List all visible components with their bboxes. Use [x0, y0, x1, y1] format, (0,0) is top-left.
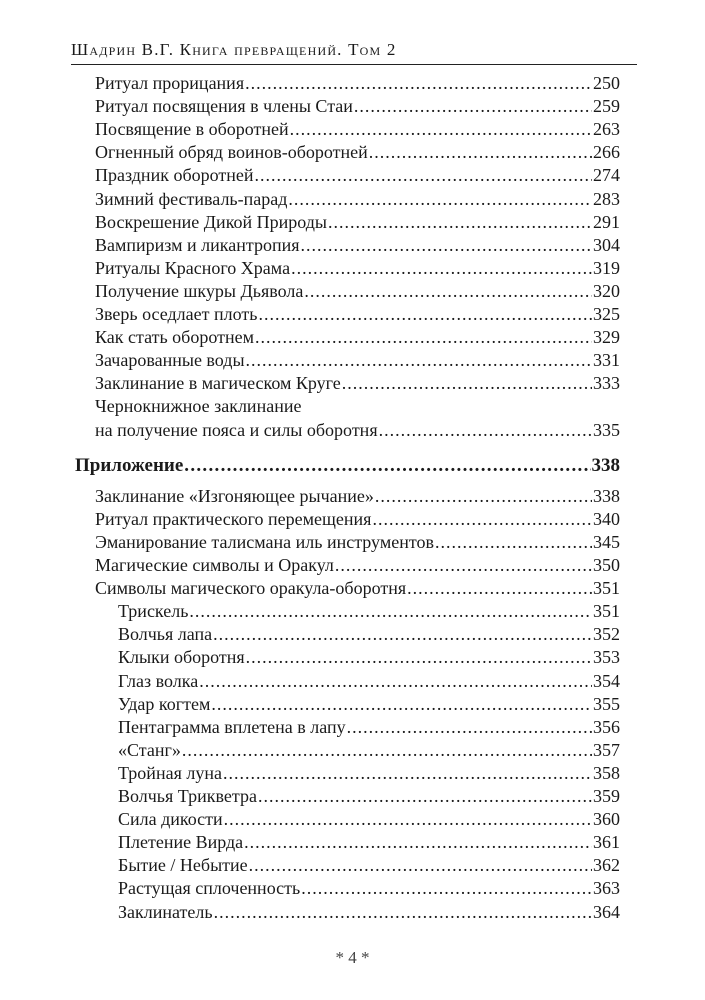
dot-leader: [328, 211, 592, 234]
toc-entry-title: Эманирование талисмана иль инструментов: [95, 532, 434, 552]
toc-entry: [95, 211, 620, 234]
toc-entry-page: 266: [593, 142, 620, 162]
dot-leader: [249, 854, 592, 877]
toc-entry-title: Ритуал прорицания: [95, 73, 245, 93]
dot-leader: [372, 508, 592, 531]
dot-leader: [258, 785, 592, 808]
dot-leader: [224, 808, 592, 831]
toc-entry-page: 304: [593, 235, 620, 255]
toc-entry: [95, 118, 620, 141]
toc-entry: [118, 693, 620, 716]
toc-entry-page: 357: [593, 740, 620, 760]
toc-entry-page: 250: [593, 73, 620, 93]
toc-entry-page: 340: [593, 509, 620, 529]
toc-entry-page: 329: [593, 327, 620, 347]
toc-entry-page: 350: [593, 555, 620, 575]
toc-entry: [95, 554, 620, 577]
toc-entry-title: Глаз волка: [118, 671, 199, 691]
toc-section: [75, 454, 620, 477]
toc-entry-page: 333: [593, 373, 620, 393]
dot-leader: [223, 762, 592, 785]
toc-entry-page: 356: [593, 717, 620, 737]
toc-entry: [95, 419, 620, 442]
toc-entry-page: 355: [593, 694, 620, 714]
toc-entry: [118, 600, 620, 623]
toc-entry-title: Клыки оборотня: [118, 647, 245, 667]
dot-leader: [211, 693, 592, 716]
toc-entry-page: 363: [593, 878, 620, 898]
dot-leader: [246, 646, 592, 669]
toc-entry: [95, 164, 620, 187]
toc-entry-page: 354: [593, 671, 620, 691]
toc-entry-title: Плетение Вирда: [118, 832, 244, 852]
toc-entry-title: Символы магического оракула-оборотня: [95, 578, 407, 598]
toc-entry-page: 361: [593, 832, 620, 852]
toc-entry-page: 362: [593, 855, 620, 875]
toc-entry-title: Тройная луна: [118, 763, 222, 783]
toc-entry-title: Пентаграмма вплетена в лапу: [118, 717, 346, 737]
toc-entry: [95, 280, 620, 303]
toc-entry-title: Волчья лапа: [118, 624, 213, 644]
toc-entry-title: Праздник оборотней: [95, 165, 254, 185]
toc-entry-title: Ритуал посвящения в члены Стаи: [95, 96, 353, 116]
toc-entry-title: Воскрешение Дикой Природы: [95, 212, 328, 232]
toc-entry-title: Приложение: [75, 455, 184, 476]
dot-leader: [255, 326, 592, 349]
dot-leader: [379, 419, 592, 442]
dot-leader: [435, 531, 592, 554]
toc-entry: [95, 485, 620, 508]
toc-entry: [95, 349, 620, 372]
toc-entry: [118, 877, 620, 900]
dot-leader: [189, 600, 592, 623]
toc-entry-title: Волчья Трикветра: [118, 786, 257, 806]
toc-entry-page: 320: [593, 281, 620, 301]
page-number: * 4 *: [335, 948, 370, 967]
toc-entry-page: 352: [593, 624, 620, 644]
toc-entry-title: Ритуал практического перемещения: [95, 509, 372, 529]
toc-entry-title: Посвящение в оборотней: [95, 119, 289, 139]
toc-entry: [118, 785, 620, 808]
dot-leader: [407, 577, 592, 600]
toc-entry-title: Как стать оборотнем: [95, 327, 254, 347]
toc-entry-page: 274: [593, 165, 620, 185]
toc-entry: [95, 72, 620, 95]
header-rule: [71, 64, 637, 65]
toc-entry-title: Растущая сплоченность: [118, 878, 301, 898]
toc-entry-title: Вампиризм и ликантропия: [95, 235, 300, 255]
toc-entry-title: Заклинатель: [118, 902, 213, 922]
toc-entry-title: Зимний фестиваль-парад: [95, 189, 288, 209]
dot-leader: [199, 670, 592, 693]
running-header: [71, 40, 637, 66]
dot-leader: [213, 623, 592, 646]
toc-entry-title: Трискель: [118, 601, 189, 621]
dot-leader: [254, 164, 592, 187]
toc-entry: [95, 188, 620, 211]
toc-entry-title: Ритуалы Красного Храма: [95, 258, 291, 278]
toc-entry: [95, 372, 620, 395]
toc-entry: [95, 531, 620, 554]
toc-entry-page: 353: [593, 647, 620, 667]
toc-entry-page: 291: [593, 212, 620, 232]
toc-entry: [95, 95, 620, 118]
toc-entry: [118, 623, 620, 646]
toc-entry: [118, 646, 620, 669]
toc-entry-page: 335: [593, 420, 620, 440]
toc-entry: [118, 808, 620, 831]
dot-leader: [342, 372, 592, 395]
toc-entry-title: Получение шкуры Дьявола: [95, 281, 304, 301]
toc-entry: [118, 716, 620, 739]
toc-entry-page: 331: [593, 350, 620, 370]
dot-leader: [369, 141, 592, 164]
toc-entry-page: 364: [593, 902, 620, 922]
toc-entry-title: Зачарованные воды: [95, 350, 245, 370]
toc-entry-title: на получение пояса и силы оборотня: [95, 420, 378, 440]
toc-entry: [118, 854, 620, 877]
toc-entry: [95, 141, 620, 164]
toc-entry-page: 259: [593, 96, 620, 116]
toc-entry-page: 283: [593, 189, 620, 209]
toc-entry: [118, 901, 620, 924]
toc-entry-page: 338: [593, 486, 620, 506]
toc-entry: [118, 670, 620, 693]
toc-entry: [118, 831, 620, 854]
toc-entry-title: Удар когтем: [118, 694, 211, 714]
toc-entry-title: Бытие / Небытие: [118, 855, 248, 875]
dot-leader: [347, 716, 592, 739]
toc-entry-page: 360: [593, 809, 620, 829]
toc-entry-page: 319: [593, 258, 620, 278]
dot-leader: [214, 901, 592, 924]
dot-leader: [288, 188, 592, 211]
dot-leader: [246, 349, 592, 372]
toc-entry-page: 359: [593, 786, 620, 806]
dot-leader: [184, 454, 590, 477]
toc-entry-page: 338: [591, 455, 620, 476]
toc-entry: [95, 257, 620, 280]
dot-leader: [301, 234, 592, 257]
dot-leader: [290, 118, 592, 141]
toc-entry-page: 358: [593, 763, 620, 783]
dot-leader: [291, 257, 592, 280]
dot-leader: [182, 739, 592, 762]
header-title: Шадрин В.Г. Книга превращений. Том 2: [71, 40, 397, 59]
dot-leader: [258, 303, 592, 326]
dot-leader: [245, 72, 592, 95]
dot-leader: [375, 485, 592, 508]
dot-leader: [354, 95, 592, 118]
toc-entry-page: 345: [593, 532, 620, 552]
toc-entry-title: «Станг»: [118, 740, 181, 760]
toc-entry: [95, 577, 620, 600]
toc-entry-title: Заклинание в магическом Круге: [95, 373, 341, 393]
toc-entry: [95, 234, 620, 257]
toc-entry-title: Зверь оседлает плоть: [95, 304, 258, 324]
dot-leader: [304, 280, 592, 303]
toc-entry-page: 351: [593, 601, 620, 621]
toc-entry-title: Сила дикости: [118, 809, 223, 829]
toc-entry-page: 351: [593, 578, 620, 598]
toc-entry: [95, 508, 620, 531]
toc-entry-title-line: Чернокнижное заклинание: [95, 396, 302, 416]
toc-entry-title: Заклинание «Изгоняющее рычание»: [95, 486, 374, 506]
toc-entry-title: Огненный обряд воинов-оборотней: [95, 142, 368, 162]
toc-entry-title: Магические символы и Оракул: [95, 555, 334, 575]
toc-entry: [118, 739, 620, 762]
toc-entry-page: 325: [593, 304, 620, 324]
dot-leader: [335, 554, 592, 577]
toc-entry: [95, 303, 620, 326]
toc-entry-page: 263: [593, 119, 620, 139]
toc-entry: [95, 326, 620, 349]
toc-entry: [118, 762, 620, 785]
dot-leader: [301, 877, 592, 900]
dot-leader: [244, 831, 592, 854]
